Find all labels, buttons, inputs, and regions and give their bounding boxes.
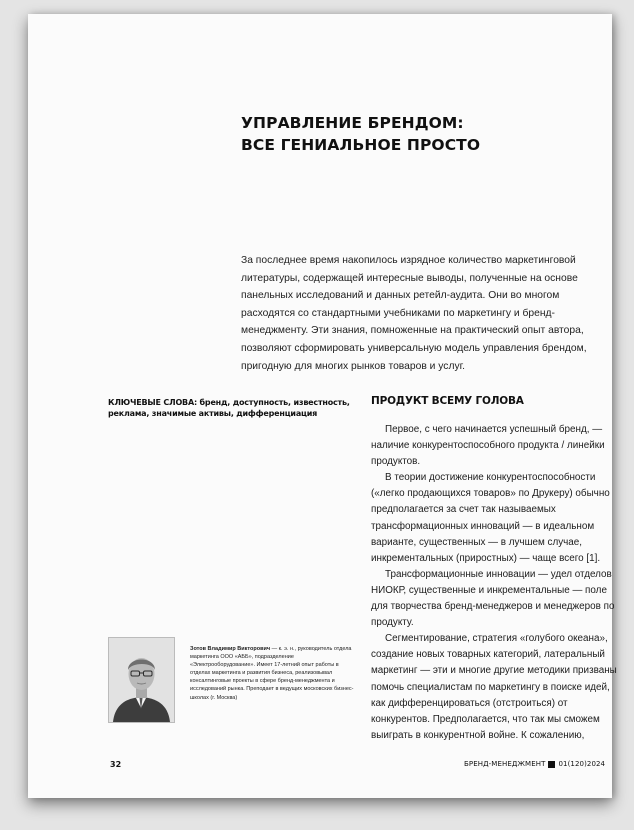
body-paragraph: В теории достижение конкурентоспособности («легко продающихся товаров» по Друкеру) обычно предполагается за счет так называемых трансформационных инноваций — в идеальном варианте, существенных — в лучшем случае, инкрементальных (приростных) — чаще всего [1]. — [371, 472, 610, 564]
keywords-text: бренд, доступность, известность, реклама, значимые активы, дифференциация — [108, 398, 350, 418]
author-bio-text: — к. э. н., руководитель отдела маркетинга ООО «АББ», подразделение «Электрооборудование». Имеет 17-летний опыт работы в отделах маркетинга и развития бизнеса, реализовывал консалтинговые проекты в сфере бренд-менеджмента и исследований рынка. Преподает в ведущих московских бизнес-школах (г. Москва) — [190, 646, 354, 701]
author-card — [108, 637, 353, 723]
article-title-line-1: УПРАВЛЕНИЕ БРЕНДОМ: — [241, 114, 464, 132]
body-paragraph: Трансформационные инновации — удел отделов НИОКР, существенные и инкрементальные — поле для творчества бренд-менеджеров и менеджеров по продукту. — [371, 568, 615, 629]
square-separator-icon — [548, 761, 555, 768]
author-bio — [190, 645, 358, 702]
journal-issue: 01(120)2024 — [558, 760, 606, 768]
author-photo — [108, 637, 175, 723]
page-number: 32 — [110, 760, 122, 769]
journal-name: БРЕНД-МЕНЕДЖМЕНТ — [464, 760, 546, 768]
body-paragraph: Первое, с чего начинается успешный бренд, — наличие конкурентоспособного продукта / линейки продуктов. — [371, 424, 605, 468]
article-body — [371, 422, 619, 740]
body-paragraph: Сегментирование, стратегия «голубого океана», создание новых товарных категорий, латеральный маркетинг — эти и многие другие методики призваны помочь специалистам по маркетингу в поиске идей, как дифференцироваться (отстроиться) от конкурентов. Предполагается, что так мы сможем выиграть в конкурентной войне. К сожалению, — [371, 633, 617, 740]
author-name: Зотов Владимир Викторович — [190, 646, 271, 652]
article-title — [241, 112, 571, 156]
keywords — [108, 397, 353, 419]
article-title-line-2: ВСЕ ГЕНИАЛЬНОЕ ПРОСТО — [241, 136, 481, 154]
article-lead: За последнее время накопилось изрядное количество маркетинговой литературы, содержащей интересные выводы, полученные на основе панельных исследований и данных ретейл-аудита. Они во многом расходятся со стандартными учебниками по маркетингу и бренд-менеджменту. Эти знания, помноженные на практический опыт автора, позволяют сформировать универсальную модель управления брендом, пригодную для многих рынков товаров и услуг. — [241, 255, 587, 372]
keywords-label: КЛЮЧЕВЫЕ СЛОВА: — [108, 398, 197, 407]
journal-page — [28, 14, 617, 798]
author-portrait-image — [109, 638, 174, 722]
section-heading: ПРОДУКТ ВСЕМУ ГОЛОВА — [371, 395, 524, 407]
journal-footer — [464, 760, 605, 768]
